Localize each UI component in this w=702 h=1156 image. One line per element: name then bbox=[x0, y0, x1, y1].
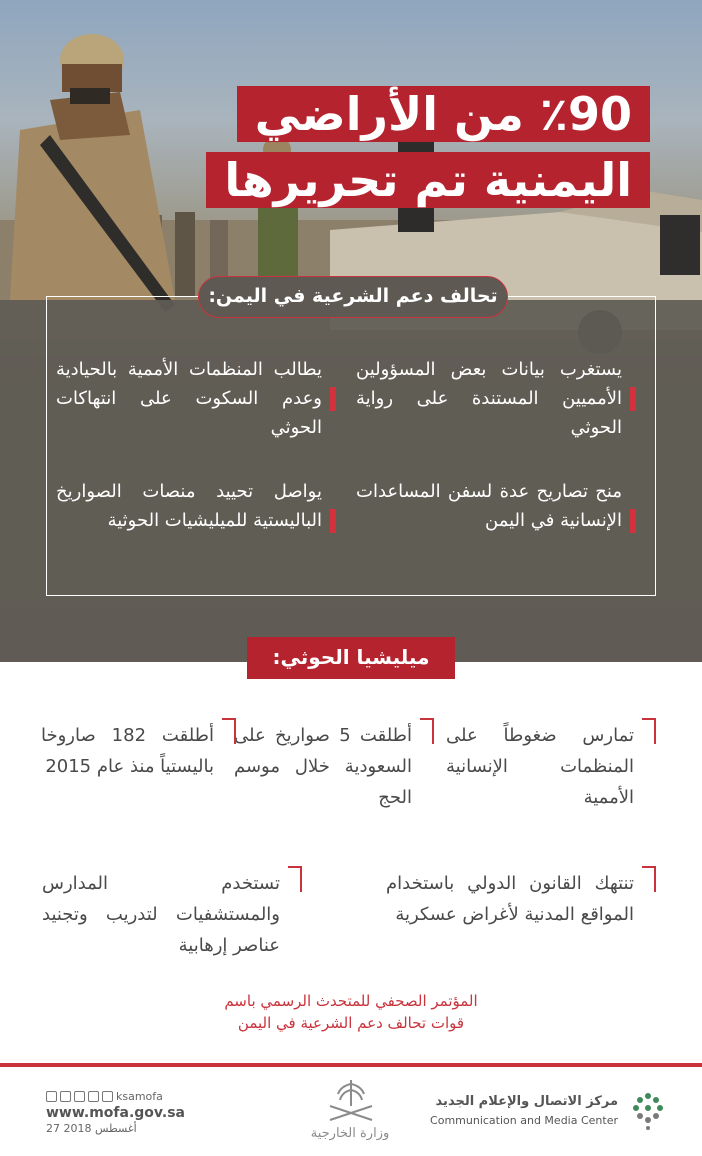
contact-block bbox=[46, 1090, 185, 1135]
bullet-bar bbox=[630, 387, 636, 411]
youtube-icon[interactable] bbox=[60, 1091, 71, 1102]
social-handle: ksamofa bbox=[116, 1090, 163, 1103]
coalition-item-text: منح تصاريح عدة لسفن المساعدات الإنسانية في اليمن bbox=[356, 481, 622, 531]
publish-date: 27 أغسطس 2018 bbox=[46, 1122, 137, 1135]
coalition-label: تحالف دعم الشرعية في اليمن: bbox=[198, 276, 508, 318]
militia-item bbox=[234, 718, 434, 813]
corner-bracket-icon bbox=[420, 718, 434, 744]
coalition-item bbox=[56, 355, 336, 442]
website-link[interactable]: www.mofa.gov.sa bbox=[46, 1105, 186, 1121]
media-center-name-en: Communication and Media Center bbox=[430, 1114, 618, 1127]
headline-line-1: ٪90 من الأراضي bbox=[237, 86, 650, 142]
ministry-name: وزارة الخارجية bbox=[310, 1126, 390, 1141]
militia-item bbox=[42, 866, 302, 961]
militia-item-text: تنتهك القانون الدولي باستخدام المواقع المدنية لأغراض عسكرية bbox=[386, 873, 634, 925]
militia-item-text: أطلقت 5 صواريخ على السعودية خلال موسم الحج bbox=[234, 725, 412, 808]
instagram-icon[interactable] bbox=[74, 1091, 85, 1102]
coalition-item bbox=[356, 477, 636, 535]
coalition-item bbox=[56, 477, 336, 535]
corner-bracket-icon bbox=[642, 718, 656, 744]
media-center-name-ar: مركز الاتصال والإعلام الجديد bbox=[435, 1094, 618, 1109]
bullet-bar bbox=[330, 509, 336, 533]
coalition-item bbox=[356, 355, 636, 442]
headline-line-2: اليمنية تم تحريرها bbox=[206, 152, 650, 208]
coalition-item-text: يواصل تحييد منصات الصواريخ الباليستية للميليشيات الحوثية bbox=[56, 481, 322, 531]
bullet-bar bbox=[330, 387, 336, 411]
source-note-line-2: قوات تحالف دعم الشرعية في اليمن bbox=[237, 1014, 465, 1032]
media-center-logo-icon bbox=[628, 1088, 668, 1132]
coalition-item-text: يطالب المنظمات الأممية بالحيادية وعدم السكوت على انتهاكات الحوثي bbox=[56, 359, 322, 438]
facebook-icon[interactable] bbox=[88, 1091, 99, 1102]
corner-bracket-icon bbox=[222, 718, 236, 744]
social-row bbox=[46, 1090, 185, 1103]
bullet-bar bbox=[630, 509, 636, 533]
coalition-frame bbox=[46, 296, 656, 596]
militia-label: ميليشيا الحوثي: bbox=[247, 637, 455, 679]
corner-bracket-icon bbox=[288, 866, 302, 892]
militia-item-text: تستخدم المدارس والمستشفيات لتدريب وتجنيد عناصر إرهابية bbox=[42, 873, 280, 956]
militia-item bbox=[386, 866, 656, 930]
footer-divider bbox=[0, 1063, 702, 1067]
militia-item bbox=[446, 718, 656, 813]
corner-bracket-icon bbox=[642, 866, 656, 892]
source-note-line-1: المؤتمر الصحفي للمتحدث الرسمي باسم bbox=[224, 992, 478, 1010]
militia-item bbox=[41, 718, 236, 782]
source-note bbox=[0, 990, 702, 1034]
militia-item-text: أطلقت 182 صاروخا باليستياً منذ عام 2015 bbox=[41, 725, 214, 777]
snapchat-icon[interactable] bbox=[102, 1091, 113, 1102]
coalition-item-text: يستغرب بيانات بعض المسؤولين الأمميين المستندة على رواية الحوثي bbox=[356, 359, 622, 438]
twitter-icon[interactable] bbox=[46, 1091, 57, 1102]
militia-item-text: تمارس ضغوطاً على المنظمات الإنسانية الأممية bbox=[446, 725, 634, 808]
